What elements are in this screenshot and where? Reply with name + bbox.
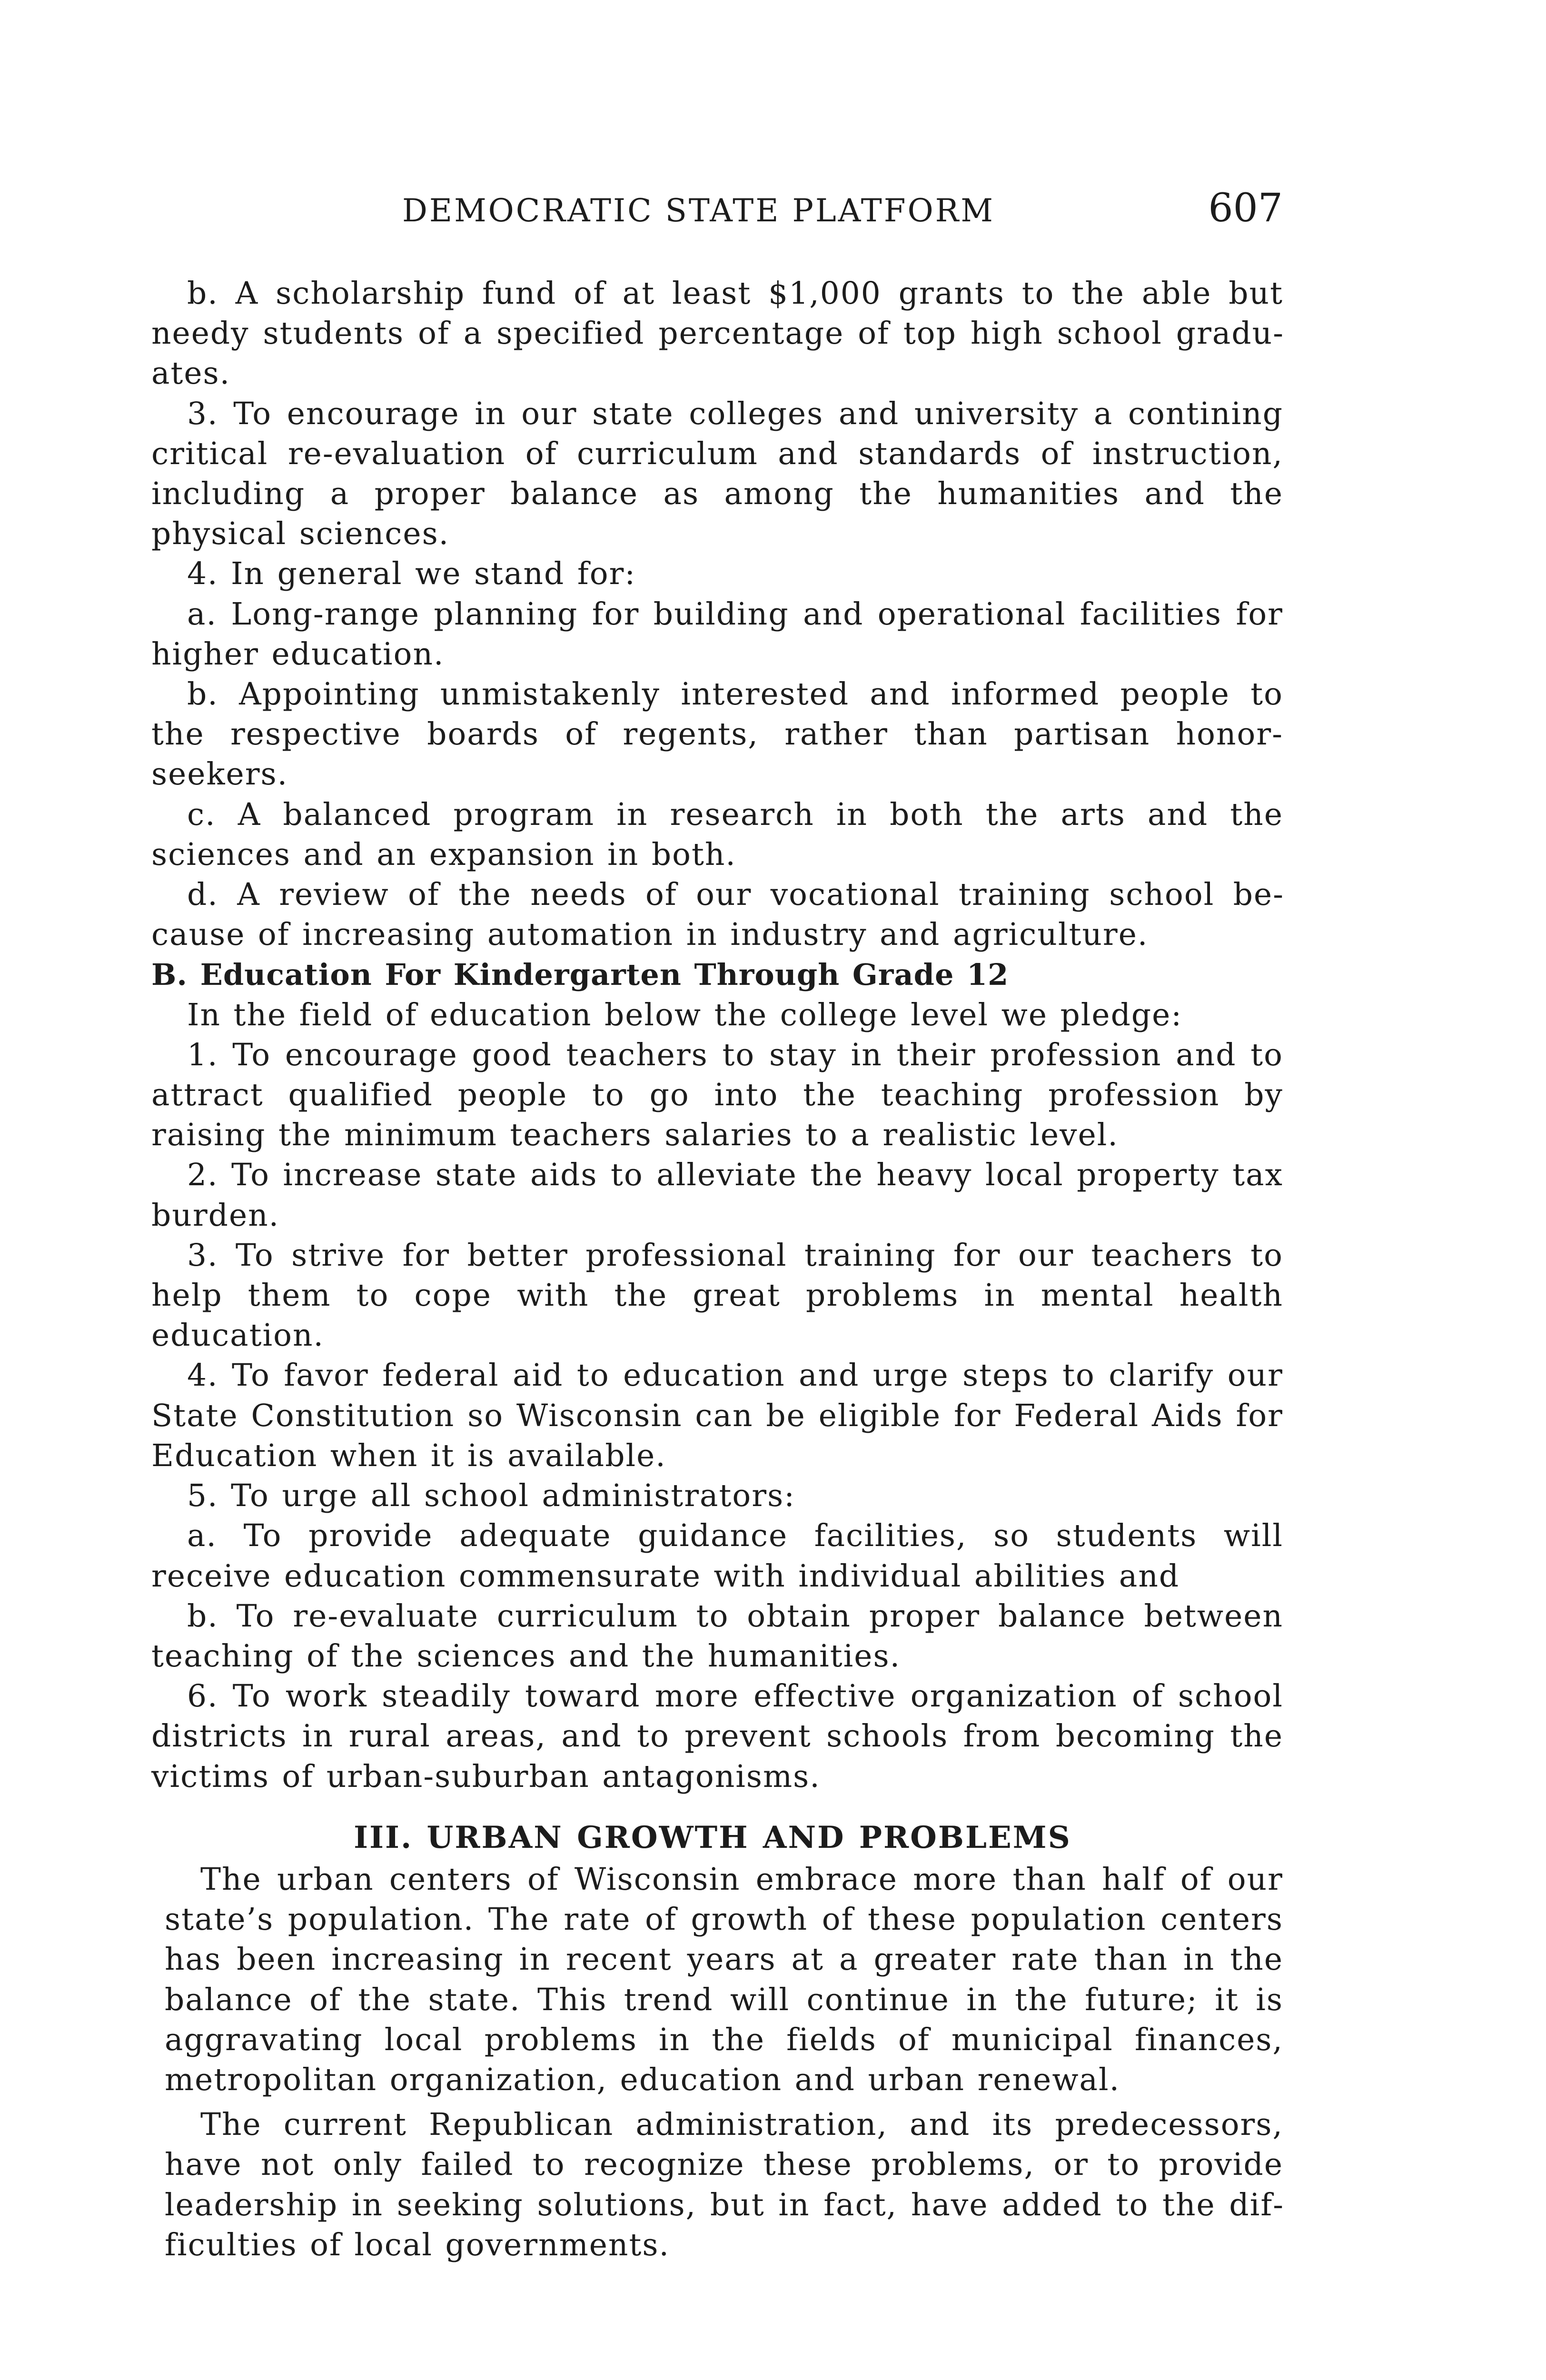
paragraph-scholarship-fund: b. A scholarship fund of at least $1,000 grants to the able but needy students of a specified percentage of top high school graduates. <box>151 276 1283 392</box>
paragraph-state-aids: 2. To increase state aids to alleviate the heavy local property tax burden. <box>151 1157 1283 1233</box>
paragraph-curriculum-reevaluation: 3. To encourage in our state colleges and university a contining critical re-evaluation of curriculum and standards of instruction, including a proper balance as among the humanities and the physical sciences. <box>151 396 1283 552</box>
section-heading-urban-growth: III. URBAN GROWTH AND PROBLEMS <box>354 1819 1071 1855</box>
paragraph-republican-administration: The current Republican administration, and its predecessors, have not only failed to recognize these problems, or to provide leadership in seeking solutions, but in fact, have added to the difficulties of local governments. <box>165 2107 1283 2263</box>
page-header <box>150 186 1283 232</box>
page-number: 607 <box>1208 186 1283 231</box>
subsection-heading-b: B. Education For Kindergarten Through Grade 12 <box>151 957 1009 992</box>
paragraph-long-range-planning: a. Long-range planning for building and operational facilities for higher education. <box>151 596 1283 672</box>
paragraph-school-administrators: 5. To urge all school administrators: <box>187 1478 795 1514</box>
paragraph-teachers-salaries: 1. To encourage good teachers to stay in their profession and to attract qualified people to go into the teaching profession by raising the minimum teachers salaries to a realistic level. <box>151 1037 1283 1153</box>
running-title: DEMOCRATIC STATE PLATFORM <box>402 192 995 229</box>
paragraph-guidance-facilities: a. To provide adequate guidance facilities, so students will receive education commensurate with individual abilities and <box>151 1518 1283 1594</box>
paragraph-general-stand: 4. In general we stand for: <box>187 556 636 592</box>
paragraph-pledge-intro: In the field of education below the college level we pledge: <box>187 997 1183 1033</box>
paragraph-federal-aid: 4. To favor federal aid to education and urge steps to clarify our State Constitution so Wisconsin can be eligible for Federal Aids for Education when it is available. <box>151 1358 1283 1474</box>
paragraph-boards-of-regents: b. Appointing unmistakenly interested and informed people to the respective boards of regents, rather than partisan honor-seekers. <box>151 676 1283 793</box>
paragraph-vocational-review: d. A review of the needs of our vocational training school because of increasing automation in industry and agriculture. <box>151 877 1283 953</box>
paragraph-professional-training: 3. To strive for better professional training for our teachers to help them to cope with the great problems in mental health education. <box>151 1237 1283 1354</box>
paragraph-school-districts: 6. To work steadily toward more effective organization of school districts in rural areas, and to prevent schools from becoming the victims of urban-suburban antagonisms. <box>151 1678 1283 1795</box>
paragraph-balanced-research: c. A balanced program in research in both the arts and the sciences and an expansion in both. <box>151 796 1283 873</box>
page-body <box>151 274 1283 2265</box>
paragraph-urban-centers: The urban centers of Wisconsin embrace more than half of our state’s population. The rate of growth of these population centers has been increasing in recent years at a greater rate than in the balance of the state. This trend will continue in the future; it is aggravating local problems in the fields of municipal finances, metropolitan organization, education and urban renewal. <box>165 1861 1283 2098</box>
paragraph-curriculum-balance: b. To re-evaluate curriculum to obtain proper balance between teaching of the sciences and the humanities. <box>151 1598 1283 1674</box>
